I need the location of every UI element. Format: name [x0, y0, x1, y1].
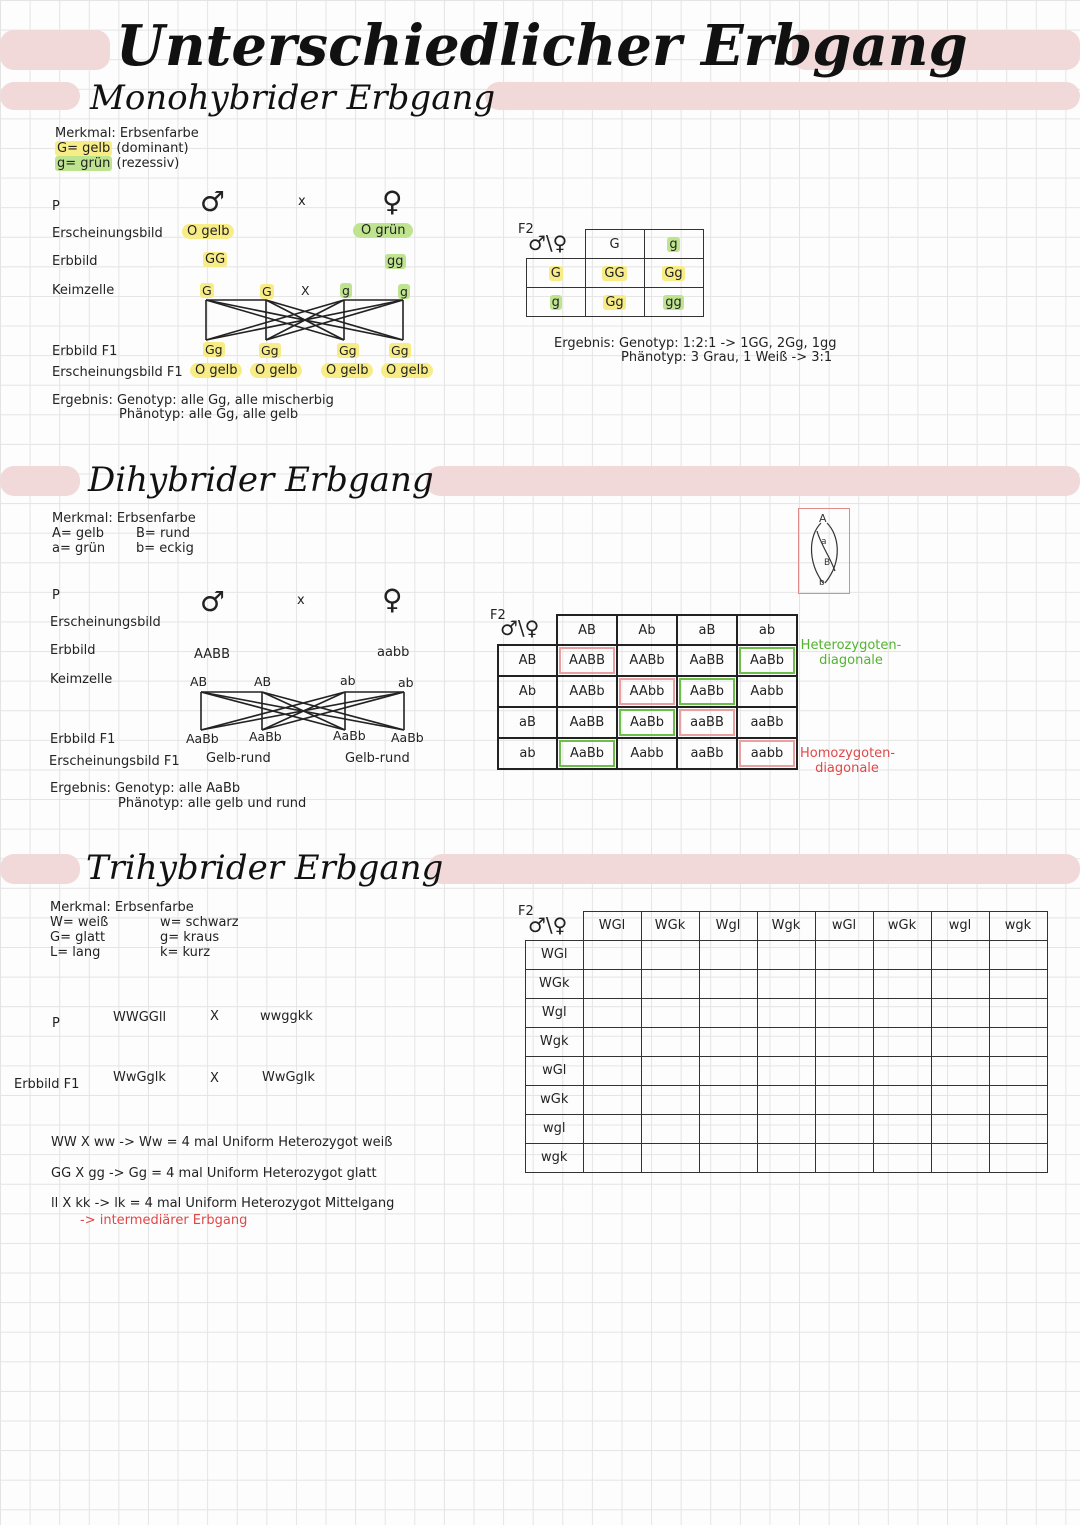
- mono-row-erscheinungsbild-f1: Erscheinungsbild F1: [52, 365, 183, 380]
- tri-legend-1b: w= schwarz: [160, 915, 239, 930]
- di-punnett-cell: aaBB: [677, 707, 737, 738]
- tri-punnett-cell: [757, 1114, 815, 1143]
- di-punnett-row: [498, 707, 797, 738]
- di-gamete-2: AB: [254, 674, 272, 689]
- tri-punnett-cell: [641, 1114, 699, 1143]
- tri-punnett-cell: [641, 969, 699, 998]
- di-punnett-cell: aaBb: [737, 707, 797, 738]
- mono-gamete-1-text: G: [202, 283, 212, 298]
- di-gamete-1: AB: [190, 674, 208, 689]
- di-punnett-cell: AaBb: [557, 738, 617, 769]
- mono-punnett-col-header-text: g: [669, 236, 678, 252]
- tri-punnett-cell: [757, 1085, 815, 1114]
- tri-punnett-cell: [931, 1114, 989, 1143]
- di-punnett-cell: AaBB: [677, 645, 737, 676]
- tri-punnett-cell: [699, 1085, 757, 1114]
- tri-summary-3: ll X kk -> lk = 4 mal Uniform Heterozygot Mittelgang: [51, 1196, 395, 1211]
- tri-punnett-col-header: Wgl: [699, 912, 757, 941]
- tri-punnett-cell: [873, 940, 931, 969]
- tri-punnett-col-header: wgl: [931, 912, 989, 941]
- di-punnett-row-header: AB: [498, 645, 557, 676]
- tri-punnett-col-header: wGk: [873, 912, 931, 941]
- tri-punnett-cell: [641, 940, 699, 969]
- tri-punnett-row-header: WGl: [526, 940, 584, 969]
- di-punnett-cell: AAbb: [617, 676, 677, 707]
- tri-legend-3b: k= kurz: [160, 945, 211, 960]
- mono-merkmal: Merkmal: Erbsenfarbe: [55, 126, 199, 141]
- di-punnett-row: [498, 676, 797, 707]
- tri-punnett-cell: [989, 969, 1047, 998]
- tri-punnett-col-header: wgk: [989, 912, 1047, 941]
- tri-punnett-cell: [989, 1143, 1047, 1172]
- mono-f1-geno-4-text: Gg: [391, 343, 409, 358]
- mono-punnett-cell-text: GG: [604, 265, 625, 281]
- mono-result-2: Phänotyp: alle Gg, alle gelb: [119, 407, 299, 422]
- di-punnett-cell: AaBB: [557, 707, 617, 738]
- tri-punnett-cell: [931, 998, 989, 1027]
- di-gamete-3: ab: [340, 673, 356, 688]
- di-punnett-col-header: Ab: [617, 615, 677, 645]
- mono-f1-geno-1-text: Gg: [205, 342, 223, 357]
- page-title: Unterschiedlicher Erbgang: [116, 13, 968, 79]
- tri-punnett-row: [526, 940, 1048, 969]
- tri-punnett-cell: [815, 1114, 873, 1143]
- tri-punnett-row-header: Wgl: [526, 998, 584, 1027]
- tri-f2-label: F2: [518, 904, 534, 919]
- di-punnett-cell: AaBb: [737, 645, 797, 676]
- tri-punnett-header-row: [526, 912, 1048, 941]
- chromosome-drawing: [799, 509, 849, 593]
- tri-punnett-cell: [873, 1056, 931, 1085]
- tri-f2-sex-symbols: ♂\♀: [528, 913, 568, 937]
- tri-punnett-cell: [699, 1056, 757, 1085]
- tri-f1-cross: X: [210, 1071, 219, 1086]
- di-row-erbbild: Erbbild: [50, 643, 96, 658]
- tri-punnett-col-header: wGl: [815, 912, 873, 941]
- tri-punnett-cell: [699, 1143, 757, 1172]
- tri-punnett-cell: [641, 998, 699, 1027]
- tri-punnett-row: [526, 1143, 1048, 1172]
- di-punnett-col-header: ab: [737, 615, 797, 645]
- tri-f1-male: WwGglk: [113, 1070, 166, 1085]
- mono-gamete-4-text: g: [400, 284, 408, 299]
- mono-heading: Monohybrider Erbgang: [90, 78, 496, 118]
- di-gamete-4: ab: [398, 675, 414, 690]
- mono-f1-pheno-3-text: O gelb: [321, 363, 373, 378]
- di-punnett-cell: AABb: [617, 645, 677, 676]
- di-legend-2b: b= eckig: [136, 541, 194, 556]
- di-punnett-table: [497, 614, 798, 770]
- mono-punnett-cell-text: Gg: [605, 294, 624, 310]
- tri-f1-female: WwGglk: [262, 1070, 315, 1085]
- chromosome-diagram: [798, 508, 850, 594]
- tri-punnett-cell: [641, 1085, 699, 1114]
- mono-gamete-3-text: g: [342, 283, 350, 298]
- di-f2-sex-symbols: ♂\♀: [500, 616, 540, 640]
- mono-f2-result-1: Ergebnis: Genotyp: 1:2:1 -> 1GG, 2Gg, 1gg: [554, 336, 837, 351]
- mono-f1-pheno-2-text: O gelb: [250, 363, 302, 378]
- tri-punnett-cell: [815, 1027, 873, 1056]
- diagram-label-b: b: [819, 578, 825, 588]
- tri-punnett-cell: [583, 998, 641, 1027]
- tri-punnett-cell: [757, 940, 815, 969]
- di-punnett-cell: AaBb: [677, 676, 737, 707]
- tri-punnett-cell: [873, 1114, 931, 1143]
- tri-p-female: wwggkk: [260, 1009, 313, 1024]
- tri-punnett-cell: [757, 998, 815, 1027]
- di-punnett-row-header: aB: [498, 707, 557, 738]
- tri-punnett-cell: [583, 1027, 641, 1056]
- tri-punnett-cell: [699, 1027, 757, 1056]
- mono-row-erbbild-f1: Erbbild F1: [52, 344, 118, 359]
- di-legend-2a: a= grün: [52, 541, 106, 556]
- tri-legend-2b: g= kraus: [160, 930, 220, 945]
- di-cross: x: [297, 593, 305, 608]
- tri-legend-3a: L= lang: [50, 945, 101, 960]
- mono-punnett-row-header-text: G: [550, 265, 561, 281]
- mono-row-erscheinungsbild: Erscheinungsbild: [52, 226, 163, 241]
- di-punnett-cell: Aabb: [737, 676, 797, 707]
- tri-punnett-row: [526, 1056, 1048, 1085]
- mono-f1-geno-3-text: Gg: [339, 343, 357, 358]
- di-punnett-row-header: ab: [498, 738, 557, 769]
- tri-punnett-row-header: wgk: [526, 1143, 584, 1172]
- tri-punnett-cell: [815, 1143, 873, 1172]
- tri-punnett-cell: [757, 969, 815, 998]
- diagram-label-A: A: [819, 512, 827, 525]
- tri-punnett-cell: [699, 998, 757, 1027]
- di-female-geno: aabb: [377, 645, 410, 660]
- di-row-erbbild-f1: Erbbild F1: [50, 732, 116, 747]
- hetero-diagonal-label: Heterozygoten- diagonale: [800, 638, 902, 668]
- tri-punnett-cell: [873, 998, 931, 1027]
- tri-summary-4: -> intermediärer Erbgang: [80, 1213, 248, 1228]
- mono-male-pheno-text: O gelb: [182, 224, 234, 239]
- di-punnett-col-header: AB: [557, 615, 617, 645]
- tri-punnett-cell: [699, 969, 757, 998]
- tri-legend-2a: G= glatt: [50, 930, 106, 945]
- mono-row-erbbild: Erbbild: [52, 254, 98, 269]
- tri-punnett-cell: [757, 1143, 815, 1172]
- mono-gamete-cross: X: [301, 283, 310, 298]
- tri-punnett-cell: [989, 1027, 1047, 1056]
- tri-punnett-cell: [989, 998, 1047, 1027]
- di-row-keimzelle: Keimzelle: [50, 672, 113, 687]
- mono-punnett-col-header-text: G: [609, 236, 620, 252]
- tri-p-male: WWGGll: [113, 1010, 167, 1025]
- di-result-2: Phänotyp: alle gelb und rund: [118, 796, 307, 811]
- tri-row-p: P: [52, 1016, 60, 1031]
- mono-male-symbol: ♂: [200, 185, 226, 218]
- homo-diagonal-label: Homozygoten- diagonale: [800, 746, 896, 776]
- mono-punnett-row-header-text: g: [551, 294, 560, 310]
- di-f1-geno-1: AaBb: [186, 731, 219, 746]
- tri-punnett-row: [526, 998, 1048, 1027]
- tri-punnett-corner: [526, 912, 584, 941]
- mono-f2-label: F2: [518, 222, 534, 237]
- tri-punnett-cell: [641, 1027, 699, 1056]
- mono-legend-1-note: (dominant): [116, 141, 189, 156]
- tri-row-erbbild-f1: Erbbild F1: [14, 1077, 80, 1092]
- tri-punnett-col-header: WGk: [641, 912, 699, 941]
- tri-punnett-cell: [815, 1085, 873, 1114]
- di-f1-geno-2: AaBb: [249, 729, 282, 744]
- tri-punnett-row-header: wgl: [526, 1114, 584, 1143]
- di-punnett-cell: Aabb: [617, 738, 677, 769]
- tri-punnett-row-header: WGk: [526, 969, 584, 998]
- tri-punnett-cell: [583, 1056, 641, 1085]
- di-f1-pheno-2: Gelb-rund: [345, 751, 410, 766]
- tri-legend-1a: W= weiß: [50, 915, 109, 930]
- mono-legend-2-note: (rezessiv): [116, 156, 180, 171]
- tri-punnett-cell: [583, 969, 641, 998]
- tri-punnett-cell: [873, 1143, 931, 1172]
- tri-band-right: [428, 854, 1080, 884]
- tri-punnett-cell: [699, 940, 757, 969]
- tri-punnett-row-header: wGk: [526, 1085, 584, 1114]
- tri-punnett-cell: [583, 1114, 641, 1143]
- diagram-label-a: a: [821, 537, 827, 547]
- di-legend-1a: A= gelb: [52, 526, 105, 541]
- mono-female-symbol: ♀: [382, 185, 403, 218]
- di-f1-geno-3: AaBb: [333, 728, 366, 743]
- di-f2-label: F2: [490, 608, 506, 623]
- di-female-symbol: ♀: [382, 583, 403, 616]
- tri-punnett-col-header: WGl: [583, 912, 641, 941]
- di-punnett-cell: AABb: [557, 676, 617, 707]
- mono-f1-pheno-4-text: O gelb: [381, 363, 433, 378]
- tri-punnett-cell: [989, 1114, 1047, 1143]
- tri-punnett-cell: [815, 1056, 873, 1085]
- tri-punnett-cell: [815, 998, 873, 1027]
- di-punnett-cell: aabb: [737, 738, 797, 769]
- tri-punnett-cell: [931, 1085, 989, 1114]
- tri-punnett-col-header: Wgk: [757, 912, 815, 941]
- tri-punnett-cell: [873, 969, 931, 998]
- di-merkmal: Merkmal: Erbsenfarbe: [52, 511, 196, 526]
- tri-punnett-row: [526, 969, 1048, 998]
- tri-punnett-cell: [873, 1085, 931, 1114]
- tri-punnett-cell: [815, 969, 873, 998]
- tri-punnett-cell: [873, 1027, 931, 1056]
- tri-heading: Trihybrider Erbgang: [86, 848, 444, 888]
- tri-punnett-cell: [989, 1085, 1047, 1114]
- tri-punnett-row: [526, 1114, 1048, 1143]
- tri-merkmal: Merkmal: Erbsenfarbe: [50, 900, 194, 915]
- mono-row-keimzelle: Keimzelle: [52, 283, 115, 298]
- tri-punnett-cell: [931, 1143, 989, 1172]
- di-row-erscheinungsbild: Erscheinungsbild: [50, 615, 161, 630]
- tri-punnett-cell: [699, 1114, 757, 1143]
- tri-punnett-cell: [641, 1143, 699, 1172]
- di-punnett-row: [498, 645, 797, 676]
- mono-f2-sex-symbols: ♂\♀: [528, 231, 568, 255]
- tri-punnett-cell: [931, 969, 989, 998]
- mono-gamete-2-text: G: [262, 284, 272, 299]
- tri-punnett-cell: [931, 1056, 989, 1085]
- di-male-symbol: ♂: [200, 585, 226, 618]
- mono-legend-1-symbol: G= gelb: [57, 141, 111, 156]
- di-punnett-corner: [498, 615, 557, 645]
- mono-punnett-cell-text: gg: [665, 294, 682, 310]
- tri-punnett-row-header: Wgk: [526, 1027, 584, 1056]
- mono-row-p: P: [52, 199, 60, 214]
- mono-female-geno-text: gg: [387, 254, 404, 269]
- tri-punnett-cell: [583, 1085, 641, 1114]
- tri-punnett-table: [525, 911, 1048, 1173]
- tri-punnett-cell: [989, 940, 1047, 969]
- di-heading: Dihybrider Erbgang: [88, 460, 434, 500]
- di-punnett-cell: AaBb: [617, 707, 677, 738]
- mono-f1-pheno-1-text: O gelb: [190, 363, 242, 378]
- di-legend-1b: B= rund: [136, 526, 191, 541]
- mono-male-geno-text: GG: [205, 252, 226, 267]
- tri-punnett-row: [526, 1027, 1048, 1056]
- mono-cross: x: [298, 194, 306, 209]
- di-punnett-header-row: [498, 615, 797, 645]
- tri-punnett-cell: [641, 1056, 699, 1085]
- tri-punnett-row: [526, 1085, 1048, 1114]
- tri-punnett-cell: [931, 1027, 989, 1056]
- tri-punnett-cell: [815, 940, 873, 969]
- di-punnett-col-header: aB: [677, 615, 737, 645]
- di-f1-pheno-1: Gelb-rund: [206, 751, 271, 766]
- tri-band-left: [0, 854, 80, 884]
- tri-punnett-row-header: wGl: [526, 1056, 584, 1085]
- tri-punnett-cell: [583, 1143, 641, 1172]
- tri-punnett-cell: [757, 1027, 815, 1056]
- di-result-1: Ergebnis: Genotyp: alle AaBb: [50, 781, 241, 796]
- di-punnett-cell: aaBb: [677, 738, 737, 769]
- mono-female-pheno-text: O grün: [353, 223, 413, 238]
- tri-punnett-cell: [931, 940, 989, 969]
- mono-punnett-cell-text: Gg: [664, 265, 683, 281]
- di-row-erscheinungsbild-f1: Erscheinungsbild F1: [49, 754, 180, 769]
- tri-punnett-cell: [583, 940, 641, 969]
- tri-summary-2: GG X gg -> Gg = 4 mal Uniform Heterozygot glatt: [51, 1166, 377, 1181]
- tri-summary-1: WW X ww -> Ww = 4 mal Uniform Heterozygot weiß: [51, 1135, 393, 1150]
- tri-p-cross: X: [210, 1009, 219, 1024]
- diagram-label-B: B: [824, 558, 831, 568]
- mono-legend-2-symbol: g= grün: [57, 156, 111, 171]
- tri-punnett-cell: [757, 1056, 815, 1085]
- di-punnett-row-header: Ab: [498, 676, 557, 707]
- di-f1-geno-4: AaBb: [391, 730, 424, 745]
- di-punnett-cell: AABB: [557, 645, 617, 676]
- di-row-p: P: [52, 588, 60, 603]
- mono-f2-result-2: Phänotyp: 3 Grau, 1 Weiß -> 3:1: [621, 350, 833, 365]
- di-male-geno: AABB: [194, 647, 230, 662]
- mono-result-1: Ergebnis: Genotyp: alle Gg, alle mischerbig: [52, 393, 334, 408]
- tri-punnett-cell: [989, 1056, 1047, 1085]
- di-punnett-row: [498, 738, 797, 769]
- mono-f1-geno-2-text: Gg: [261, 343, 279, 358]
